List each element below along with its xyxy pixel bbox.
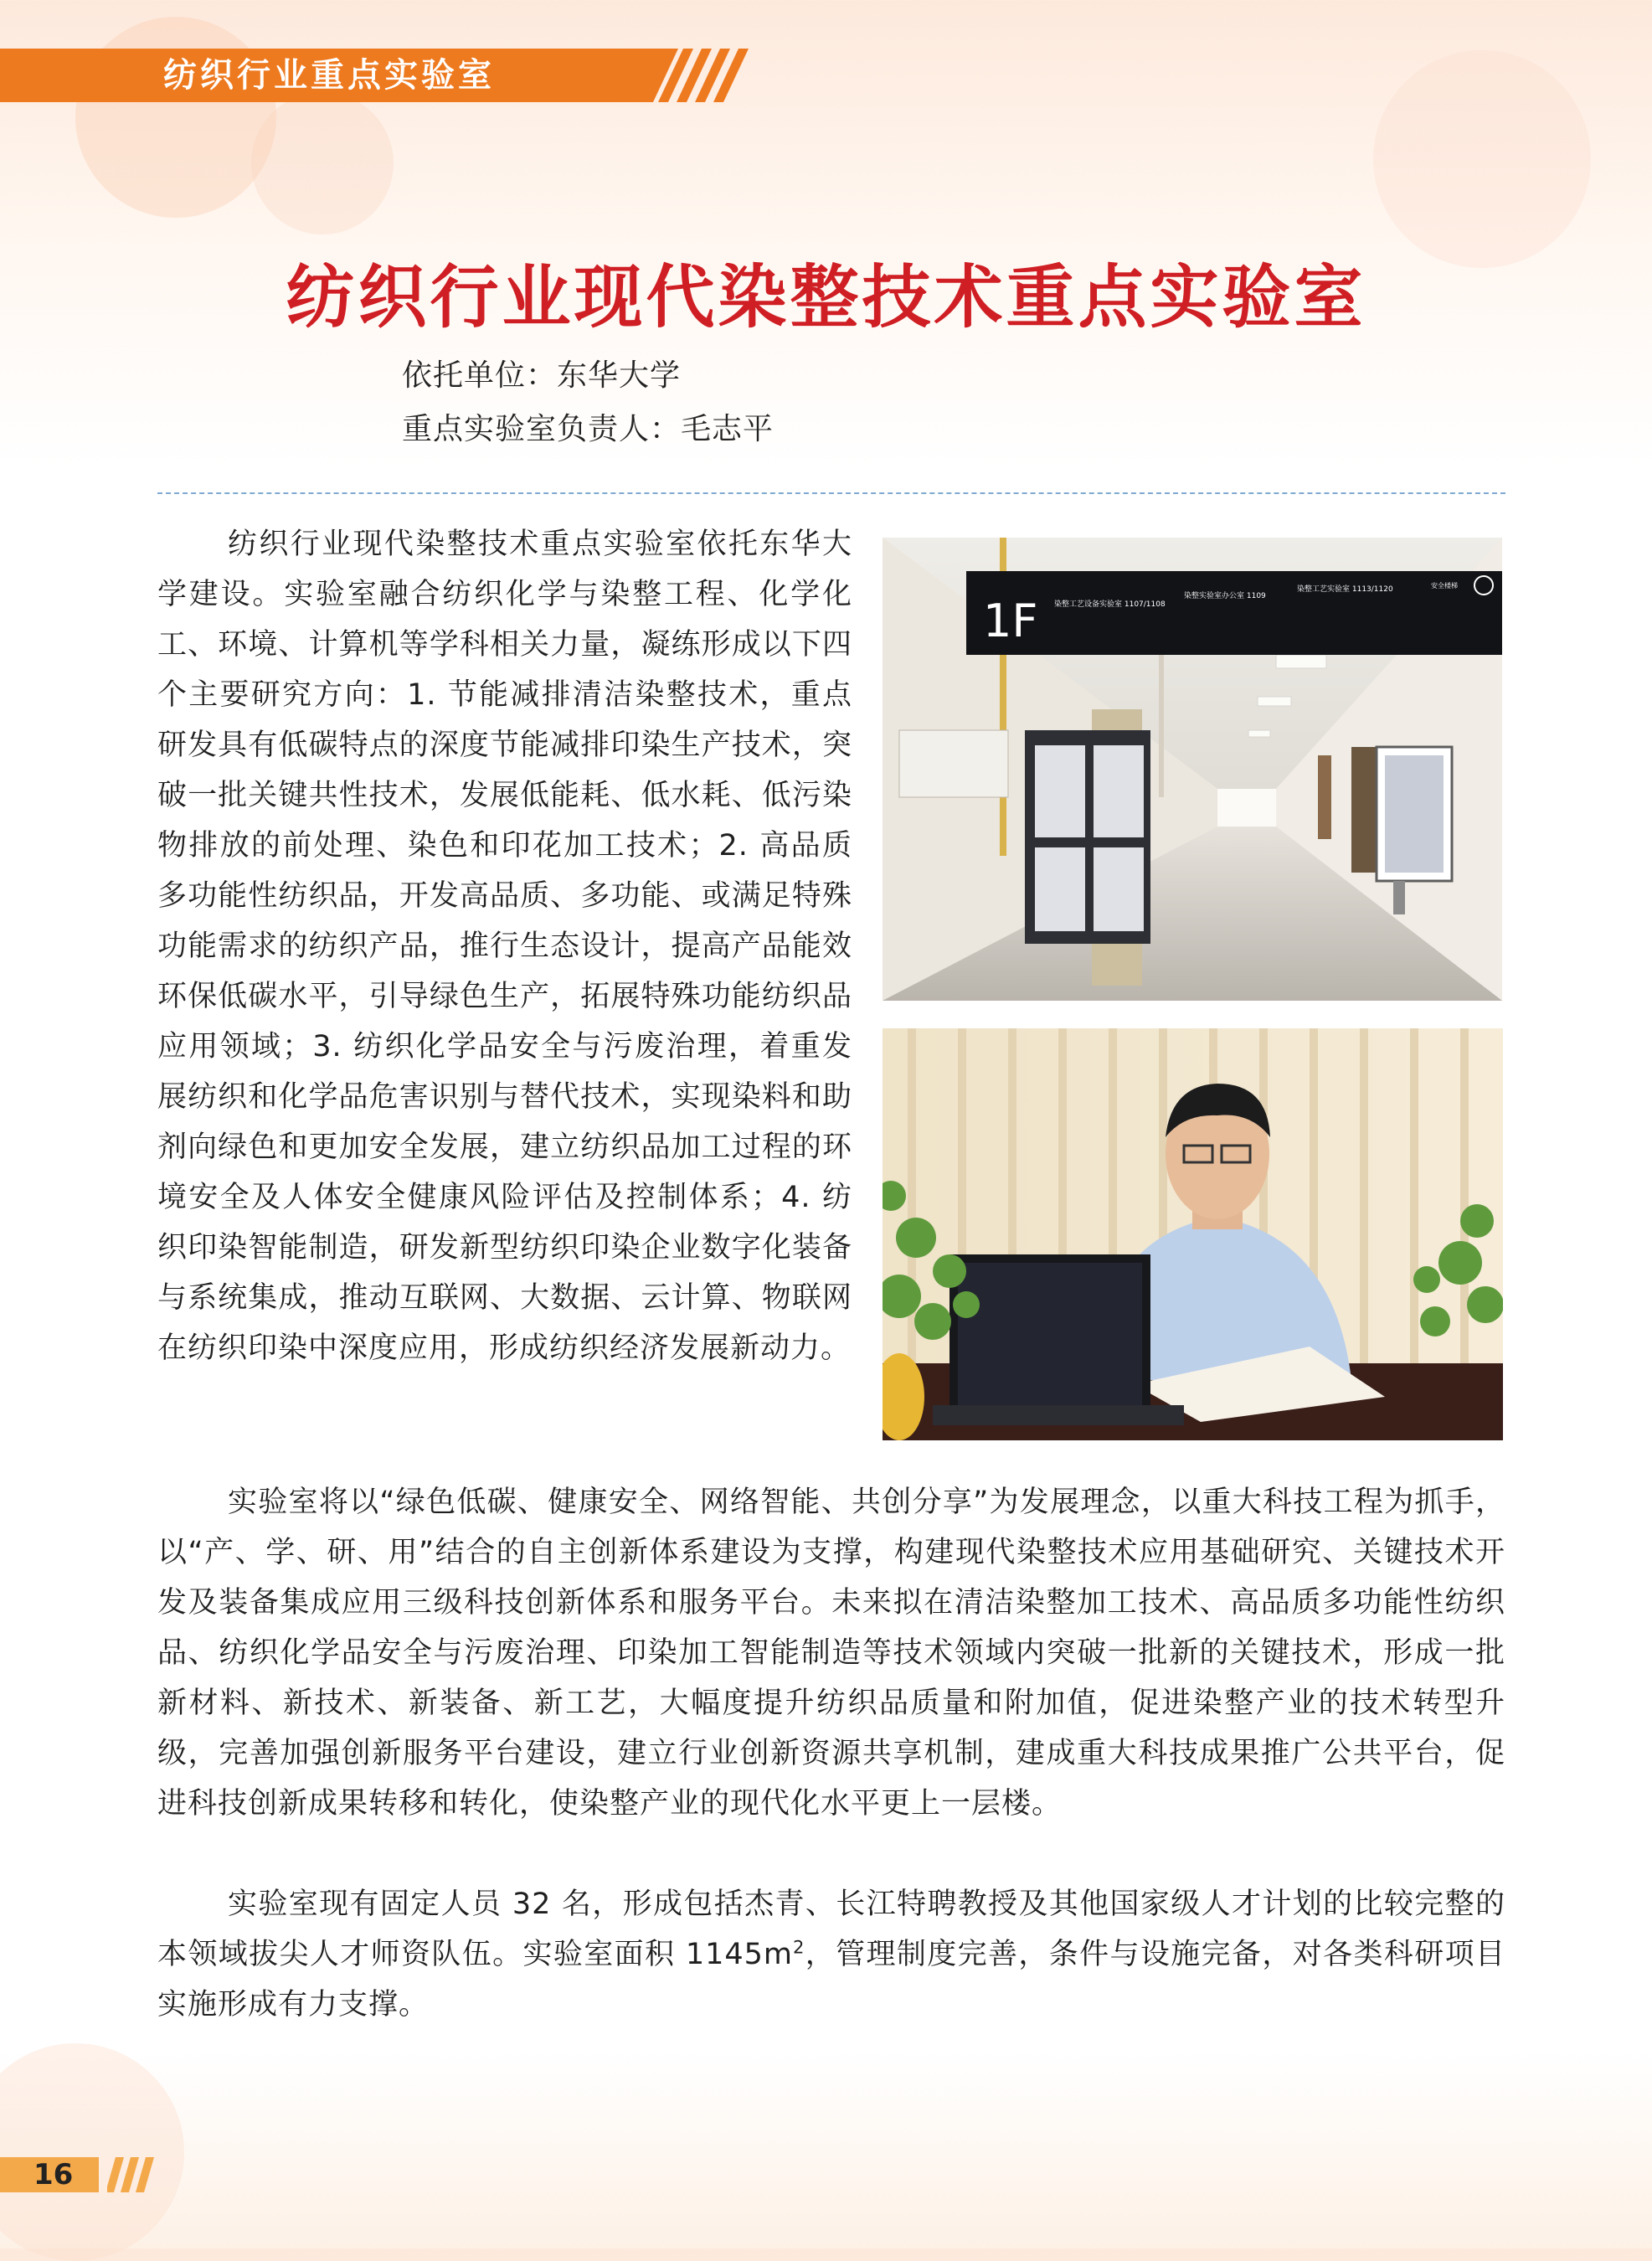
background-circle bbox=[75, 17, 276, 218]
sign-room: 染整工艺设备实验室 1107/1108 bbox=[1054, 600, 1166, 609]
article-title: 纺织行业现代染整技术重点实验室 bbox=[286, 258, 1366, 337]
lab-corridor-photo bbox=[883, 538, 1502, 1001]
sign-room: 染整实验室办公室 1109 bbox=[1184, 592, 1266, 600]
section-header-label: 纺织行业重点实验室 bbox=[163, 56, 495, 95]
sign-exit: 安全楼梯 bbox=[1431, 582, 1458, 590]
sign-room: 染整工艺实验室 1113/1120 bbox=[1297, 585, 1393, 594]
background-circle bbox=[251, 92, 394, 234]
background-circle bbox=[1373, 50, 1591, 268]
dashed-divider bbox=[157, 492, 1505, 494]
header-stripes-decoration bbox=[653, 49, 770, 102]
area-unit-superscript: 2 bbox=[793, 1937, 805, 1958]
page-number: 16 bbox=[33, 2158, 74, 2191]
host-unit: 依托单位：东华大学 bbox=[402, 358, 682, 393]
footer-stripes-decoration bbox=[107, 2157, 157, 2192]
sign-floor: 1F bbox=[983, 595, 1038, 647]
paragraph-3-text: 实验室现有固定人员 32 名，形成包括杰青、长江特聘教授及其他国家级人才计划的比较完整的本领域拔尖人才师资队伍。实验室面积 1145m bbox=[157, 1888, 1505, 1971]
paragraph-3-text-end: ，管理制度完善，条件与设施完备，对各类科研项目实施形成有力支撑。 bbox=[157, 1938, 1505, 2022]
paragraph-research-directions: 纺织行业现代染整技术重点实验室依托东华大学建设。实验室融合纺织化学与染整工程、化学化工、环境、计算机等学科相关力量，凝练形成以下四个主要研究方向：1. 节能减排清洁染整技术，重点研发具有低碳特点的深度节能减排印染生产技术，突破一批关键共性技术，发展低能耗、低水耗、低污染物排放的前处理、染色和印花加工技术；2. 高品质多功能性纺织品，开发高品质、多功能、或满足特殊功能需求的纺织产品，推行生态设计，提高产品能效环保低碳水平，引导绿色生产，拓展特殊功能纺织品应用领域；3. 纺织化学品安全与污废治理，着重发展纺织和化学品危害识别与替代技术，实现染料和助剂向绿色和更加安全发展，建立纺织品加工过程的环境安全及人体安全健康风险评估及控制体系；4. 纺织印染智能制造，研发新型纺织印染企业数字化装备与系统集成，推动互联网、大数据、云计算、物联网在纺织印染中深度应用，形成纺织经济发展新动力。 bbox=[157, 528, 852, 1365]
lab-director-photo bbox=[883, 1028, 1503, 1440]
paragraph-development-plan: 实验室将以“绿色低碳、健康安全、网络智能、共创分享”为发展理念，以重大科技工程为抓手，以“产、学、研、用”结合的自主创新体系建设为支撑，构建现代染整技术应用基础研究、关键技术开发及装备集成应用三级科技创新体系和服务平台。未来拟在清洁染整加工技术、高品质多功能性纺织品、纺织化学品安全与污废治理、印染加工智能制造等技术领域内突破一批新的关键技术，形成一批新材料、新技术、新装备、新工艺，大幅度提升纺织品质量和附加值，促进染整产业的技术转型升级，完善加强创新服务平台建设，建立行业创新资源共享机制，建成重大科技成果推广公共平台，促进科技创新成果转移和转化，使染整产业的现代化水平更上一层楼。 bbox=[157, 1486, 1505, 1821]
lab-director: 重点实验室负责人：毛志平 bbox=[402, 412, 775, 446]
paragraph-staff-facilities bbox=[157, 1879, 1505, 2030]
background-circle bbox=[0, 2043, 184, 2261]
